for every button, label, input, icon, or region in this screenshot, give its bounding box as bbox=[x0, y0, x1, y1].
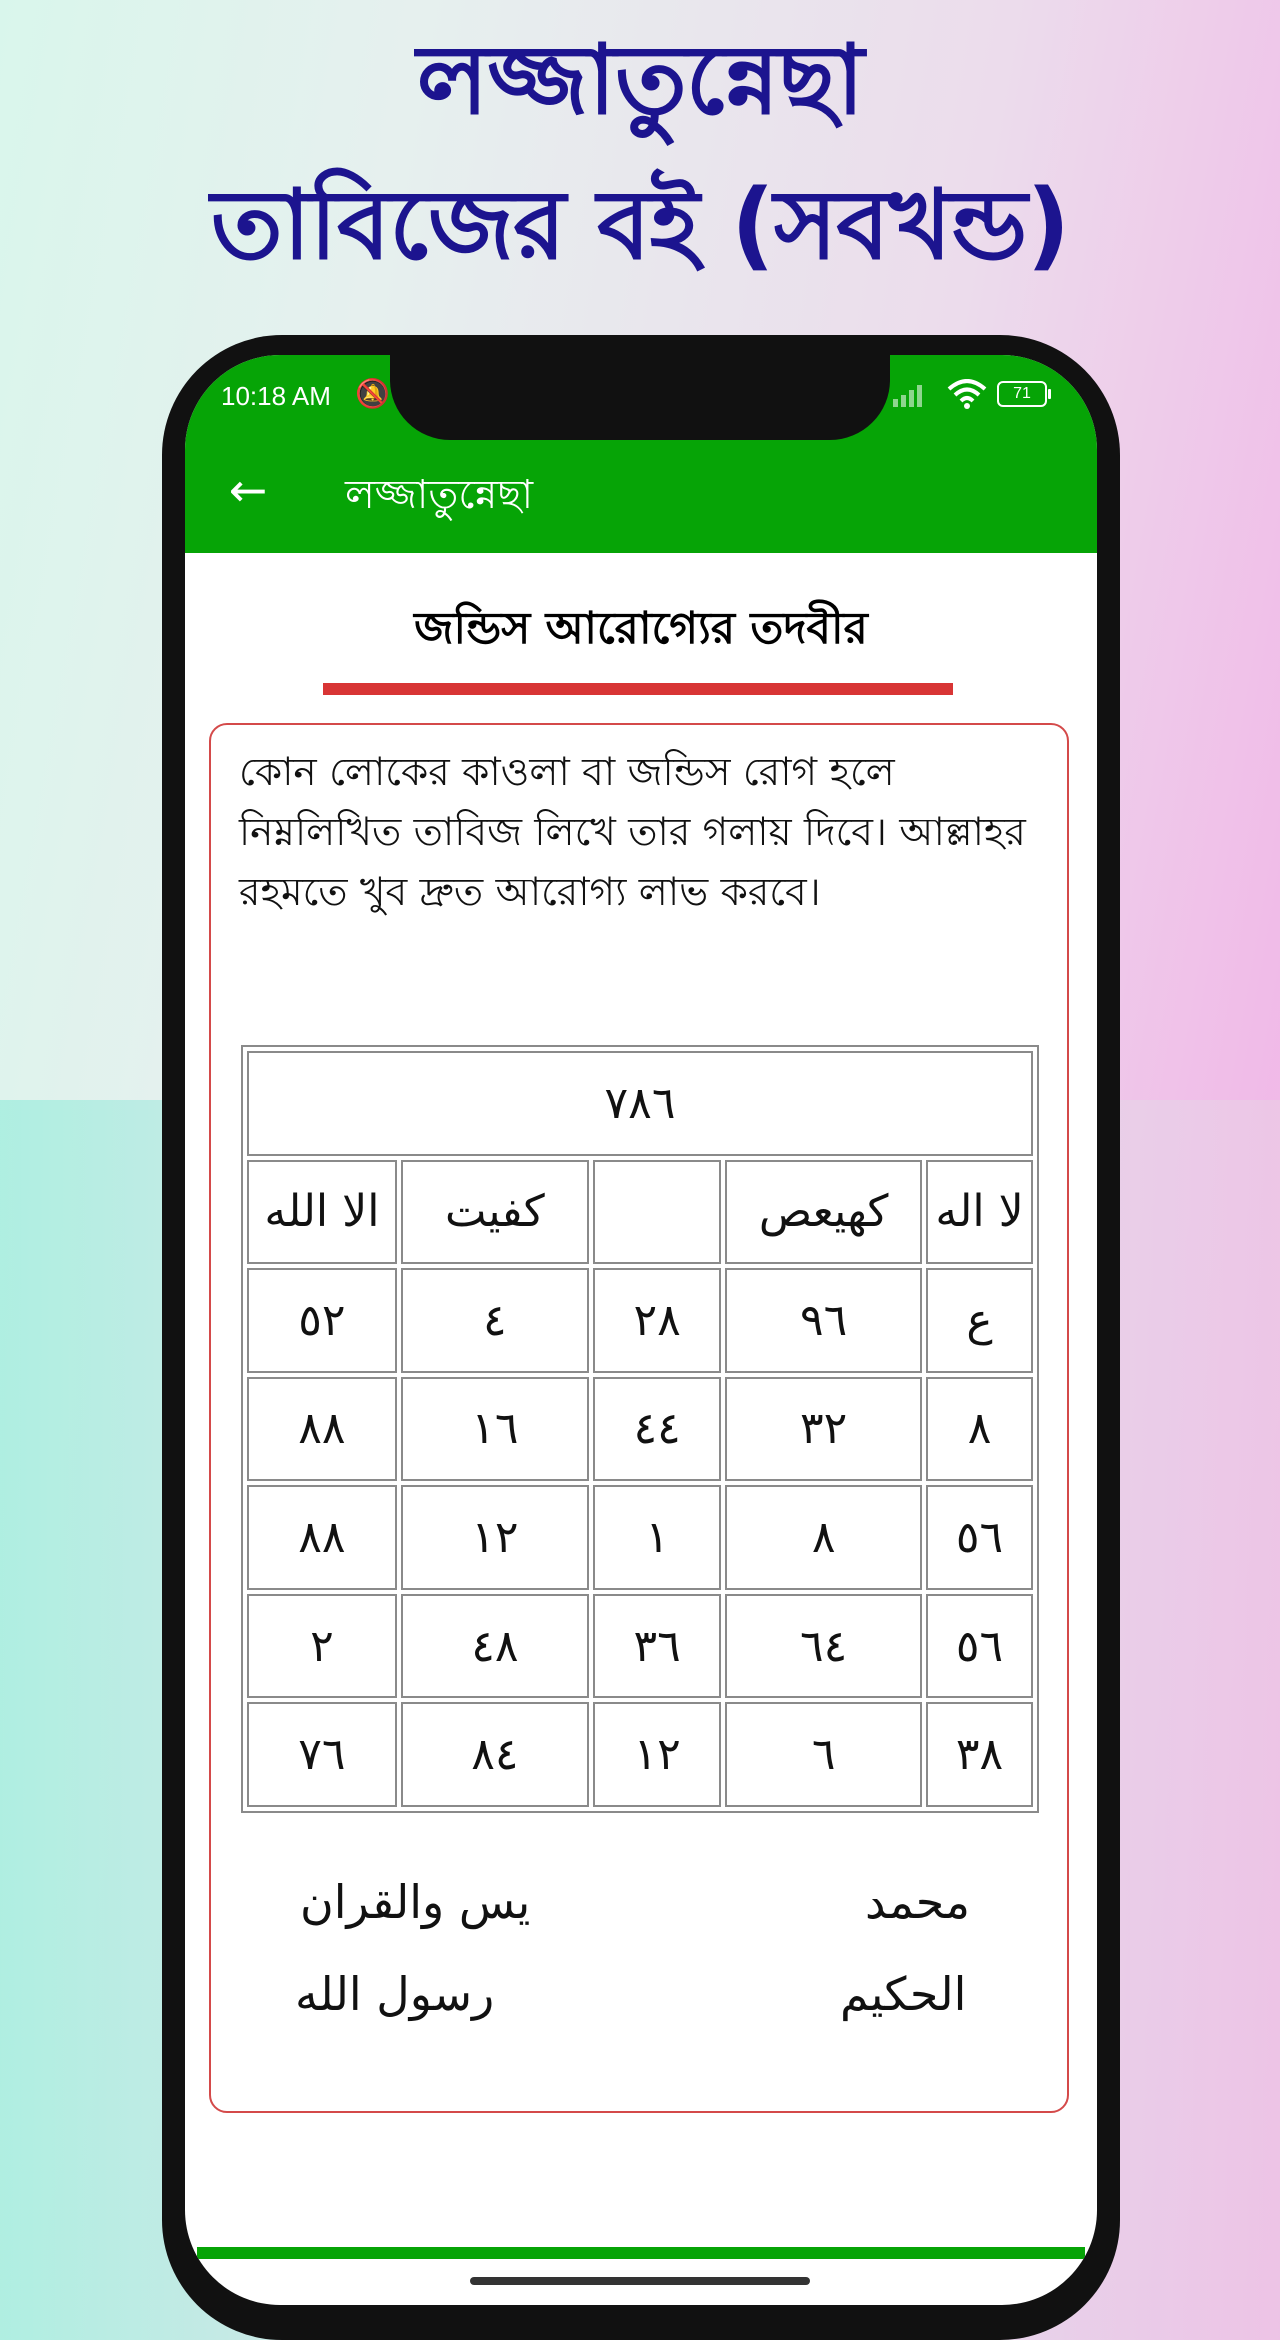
table-cell bbox=[593, 1160, 721, 1265]
status-time: 10:18 AM bbox=[221, 381, 331, 411]
table-cell: ٨ bbox=[926, 1377, 1033, 1482]
arabic-text-top-right: محمد bbox=[865, 1875, 971, 1929]
table-cell: ١ bbox=[593, 1485, 721, 1590]
table-header-cell: ٧٨٦ bbox=[247, 1051, 1033, 1156]
signal-icon bbox=[893, 381, 937, 407]
phone-screen bbox=[185, 355, 1097, 2305]
table-row bbox=[247, 1268, 1033, 1373]
table-row bbox=[247, 1594, 1033, 1699]
table-cell: لا اله bbox=[926, 1160, 1033, 1265]
wifi-icon bbox=[947, 379, 987, 409]
table-cell: ١٦ bbox=[401, 1377, 589, 1482]
table-cell: ٨٤ bbox=[401, 1702, 589, 1807]
back-arrow-icon[interactable]: ← bbox=[228, 463, 268, 517]
table-row bbox=[247, 1485, 1033, 1590]
table-cell: كهيعص bbox=[725, 1160, 922, 1265]
table-cell: كفيت bbox=[401, 1160, 589, 1265]
camera-notch bbox=[390, 355, 890, 440]
arabic-text-bottom-right: الحكيم bbox=[840, 1967, 967, 2021]
promo-title-line1: লজ্জাতুন্নেছা bbox=[416, 24, 864, 136]
table-cell: ٥٦ bbox=[926, 1594, 1033, 1699]
home-indicator[interactable] bbox=[470, 2277, 810, 2285]
table-cell: ٨٨ bbox=[247, 1485, 397, 1590]
table-cell: ٤٤ bbox=[593, 1377, 721, 1482]
arabic-text-bottom-left: رسول الله bbox=[295, 1967, 495, 2021]
table-cell: ٣٨ bbox=[926, 1702, 1033, 1807]
table-cell: ٤٨ bbox=[401, 1594, 589, 1699]
mute-icon: 🔕 bbox=[355, 377, 390, 410]
app-bar bbox=[185, 355, 1097, 553]
heading-underline bbox=[323, 683, 953, 695]
table-cell: ١٢ bbox=[593, 1702, 721, 1807]
table-cell: ٨٨ bbox=[247, 1377, 397, 1482]
status-icons bbox=[893, 379, 1047, 409]
battery-icon: 71 bbox=[997, 381, 1047, 407]
table-cell: ٨ bbox=[725, 1485, 922, 1590]
table-row bbox=[247, 1377, 1033, 1482]
table-cell: ٣٦ bbox=[593, 1594, 721, 1699]
table-cell: ٤ bbox=[401, 1268, 589, 1373]
app-bar-title: লজ্জাতুন্নেছা bbox=[345, 472, 534, 518]
table-cell: ٥٦ bbox=[926, 1485, 1033, 1590]
table-header-row bbox=[247, 1051, 1033, 1156]
table-cell: ٩٦ bbox=[725, 1268, 922, 1373]
bottom-green-strip bbox=[197, 2247, 1085, 2259]
table-cell: ٢ bbox=[247, 1594, 397, 1699]
table-cell: ٥٢ bbox=[247, 1268, 397, 1373]
arabic-text-top-left: يس والقران bbox=[300, 1875, 531, 1929]
promo-title-line2: তাবিজের বই (সবখন্ড) bbox=[210, 169, 1070, 281]
table-row bbox=[247, 1160, 1033, 1265]
table-cell: ٦٤ bbox=[725, 1594, 922, 1699]
table-cell: ١٢ bbox=[401, 1485, 589, 1590]
table-cell: ٦ bbox=[725, 1702, 922, 1807]
table-cell: الا الله bbox=[247, 1160, 397, 1265]
description-paragraph: কোন লোকের কাওলা বা জন্ডিস রোগ হলে নিম্নলিখিত তাবিজ লিখে তার গলায় দিবে। আল্লাহর রহমতে খুব দ্রুত আরোগ্য লাভ করবে। bbox=[239, 750, 1026, 915]
table-cell: ٧٦ bbox=[247, 1702, 397, 1807]
page-heading: জন্ডিস আরোগ্যের তদবীর bbox=[414, 603, 868, 654]
table-cell: ٣٢ bbox=[725, 1377, 922, 1482]
tabiz-table bbox=[241, 1045, 1039, 1813]
table-cell: ٢٨ bbox=[593, 1268, 721, 1373]
table-row bbox=[247, 1702, 1033, 1807]
table-cell: ع bbox=[926, 1268, 1033, 1373]
